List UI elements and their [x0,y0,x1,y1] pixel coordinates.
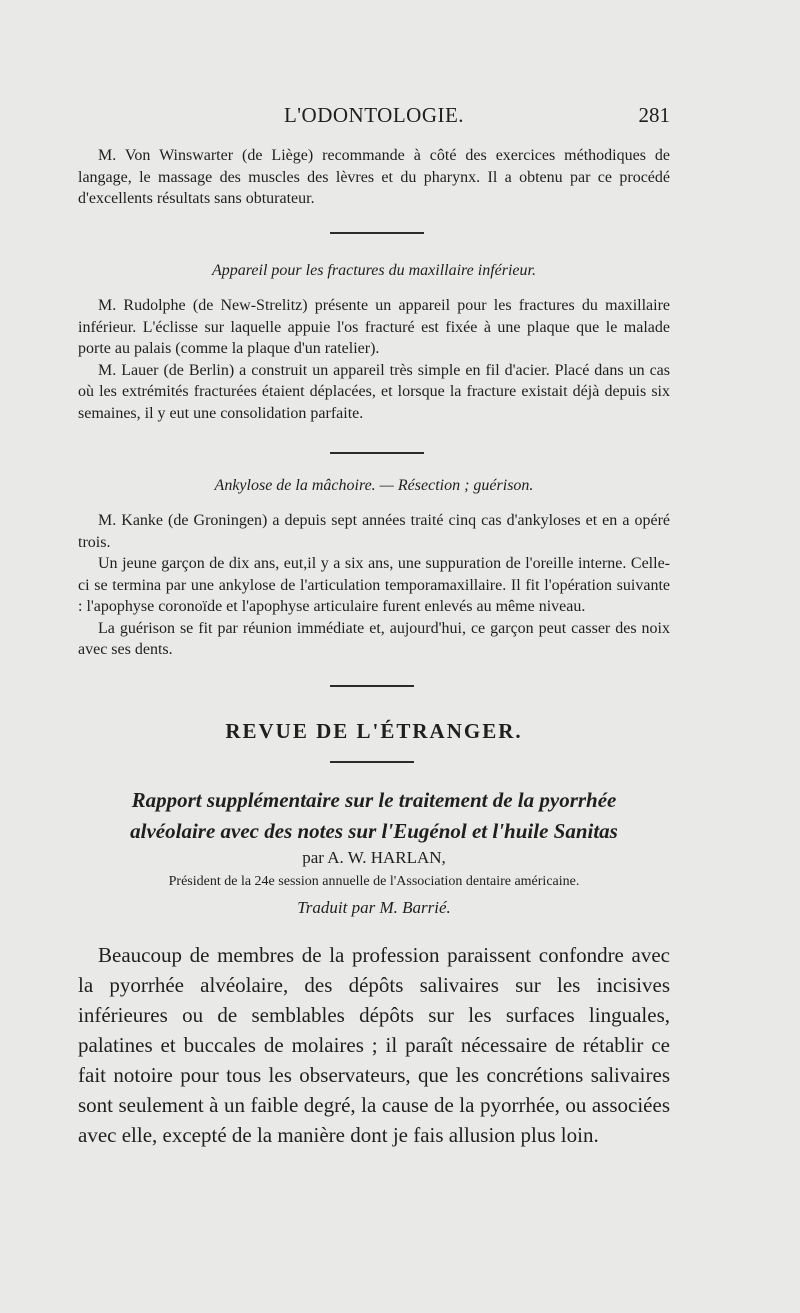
section-heading-revue: REVUE DE L'ÉTRANGER. [225,719,523,743]
ankylose-paragraph-2: Un jeune garçon de dix ans, eut,il y a six ans, une suppuration de l'oreille interne. Celle-ci se termina par une ankylose de l'articulation temporamaxillaire. Il fit l'opération suivante : l'apophyse coronoïde et l'apophyse articulaire furent enlevés au même niveau. [78,555,670,615]
separator-rule [330,452,424,454]
appareil-paragraph-1: M. Rudolphe (de New-Strelitz) présente un appareil pour les fractures du maxillaire inférieur. L'éclisse sur laquelle appuie l'os fracturé est fixée à une plaque que le malade porte au palais (comme la plaque d'un ratelier). [78,297,670,357]
article-author: par A. W. HARLAN, [302,848,446,867]
article-title-line-1: Rapport supplémentaire sur le traitement de la pyorrhée [131,788,617,812]
page-number: 281 [638,103,670,127]
intro-section [78,145,670,210]
running-header [78,103,670,133]
article-translator: Traduit par M. Barrié. [297,898,451,917]
heading-ankylose: Ankylose de la mâchoire. — Résection ; guérison. [214,477,534,494]
heading-appareil: Appareil pour les fractures du maxillaire inférieur. [212,262,536,279]
article-body-paragraph: Beaucoup de membres de la profession paraissent confondre avec la pyorrhée alvéolaire, des dépôts salivaires sur les incisives inférieures ou de semblables dépôts sur les surfaces linguales, palatines et buccales de molaires ; il paraît nécessaire de rétablir ce fait notoire pour tous les observateurs, que les concrétions salivaires sont seulement à un faible degré, la cause de la pyorrhée, ou associées avec elle, excepté de la manière dont je fais allusion plus loin. [78,943,670,1147]
journal-title: L'ODONTOLOGIE. [283,103,465,127]
intro-paragraph: M. Von Winswarter (de Liège) recommande à côté des exercices méthodiques de langage, le massage des muscles des lèvres et du pharynx. Il a obtenu par ce procédé d'excellents résultats sans obturateur. [78,147,670,207]
article-title-line-2: alvéolaire avec des notes sur l'Eugénol et l'huile Sanitas [130,819,618,843]
ankylose-paragraph-1: M. Kanke (de Groningen) a depuis sept années traité cinq cas d'ankyloses et en a opéré trois. [78,512,670,551]
article-author-role: Président de la 24e session annuelle de l'Association dentaire américaine. [168,874,580,889]
appareil-paragraph-2: M. Lauer (de Berlin) a construit un appareil très simple en fil d'acier. Placé dans un cas où les extrémités fracturées étaient déplacées, et lorsque la fracture existait déjà depuis six semaines, il y eut une consolidation parfaite. [78,361,670,422]
separator-rule [330,685,414,687]
article-body-section [78,940,670,1150]
separator-rule [330,232,424,234]
separator-rule [330,761,414,763]
ankylose-paragraph-3: La guérison se fit par réunion immédiate et, aujourd'hui, ce garçon peut casser des noix avec ses dents. [78,619,670,658]
ankylose-section [78,510,670,661]
article-title [78,785,670,847]
appareil-section [78,295,670,424]
